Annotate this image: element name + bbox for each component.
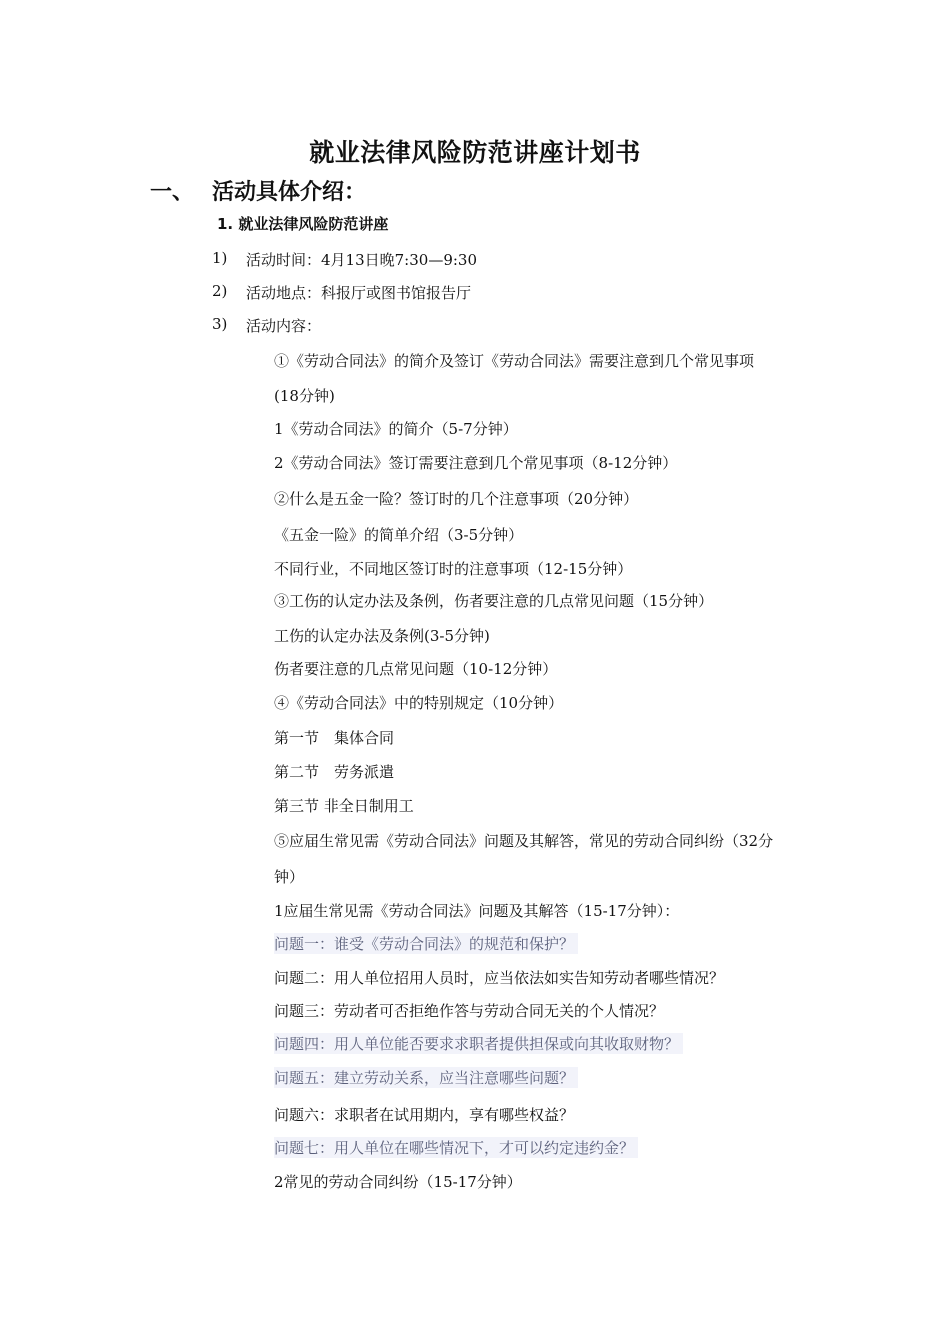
item-location: 活动地点：科报厅或图书馆报告厅 [246,284,472,302]
content-line: 第一节 集体合同 [274,729,395,747]
content-line: 第二节 劳务派遣 [274,763,395,781]
content-line: ①《劳动合同法》的简介及签订《劳动合同法》需要注意到几个常见事项 [274,352,755,370]
content-line: ⑤应届生常见需《劳动合同法》问题及其解答，常见的劳动合同纠纷（32分 [274,832,774,850]
item-content: 活动内容： [246,317,322,335]
content-line: 1应届生常见需《劳动合同法》问题及其解答（15-17分钟）： [274,902,680,920]
section-number: 一、 [150,180,195,205]
document-title: 就业法律风险防范讲座计划书 [309,138,641,167]
question-line: 问题七：用人单位在哪些情况下，才可以约定违约金？ [274,1137,638,1158]
content-line: ④《劳动合同法》中的特别规定（10分钟） [274,694,564,712]
question-line: 问题一：谁受《劳动合同法》的规范和保护？ [274,933,578,954]
content-line: 《五金一险》的简单介绍（3-5分钟） [274,526,524,544]
content-line: 2《劳动合同法》签订需要注意到几个常见事项（8-12分钟） [274,454,678,472]
item-number: 2) [212,282,228,300]
section-title: 活动具体介绍： [212,180,367,205]
content-line: 伤者要注意的几点常见问题（10-12分钟） [274,660,558,678]
content-line: 工伤的认定办法及条例(3-5分钟) [274,627,490,645]
question-line: 问题六：求职者在试用期内，享有哪些权益？ [274,1106,575,1124]
content-line: 不同行业，不同地区签订时的注意事项（12-15分钟） [274,560,633,578]
item-time: 活动时间：4月13日晚7:30—9:30 [246,251,477,269]
subsection-title: 1. 就业法律风险防范讲座 [217,215,389,233]
item-number: 3) [212,315,228,333]
question-line: 问题三：劳动者可否拒绝作答与劳动合同无关的个人情况？ [274,1002,665,1020]
item-number: 1) [212,249,228,267]
content-line: 钟） [274,868,305,886]
content-line: 第三节 非全日制用工 [274,797,414,815]
question-line: 问题四：用人单位能否要求求职者提供担保或向其收取财物？ [274,1033,683,1054]
content-line: (18分钟) [274,387,335,405]
content-line: ②什么是五金一险？签订时的几个注意事项（20分钟） [274,490,639,508]
question-line: 问题五：建立劳动关系，应当注意哪些问题？ [274,1067,578,1088]
content-line: 1《劳动合同法》的简介（5-7分钟） [274,420,518,438]
content-line: 2常见的劳动合同纠纷（15-17分钟） [274,1173,522,1191]
content-line: ③工伤的认定办法及条例，伤者要注意的几点常见问题（15分钟） [274,592,714,610]
question-line: 问题二：用人单位招用人员时，应当依法如实告知劳动者哪些情况？ [274,969,725,987]
